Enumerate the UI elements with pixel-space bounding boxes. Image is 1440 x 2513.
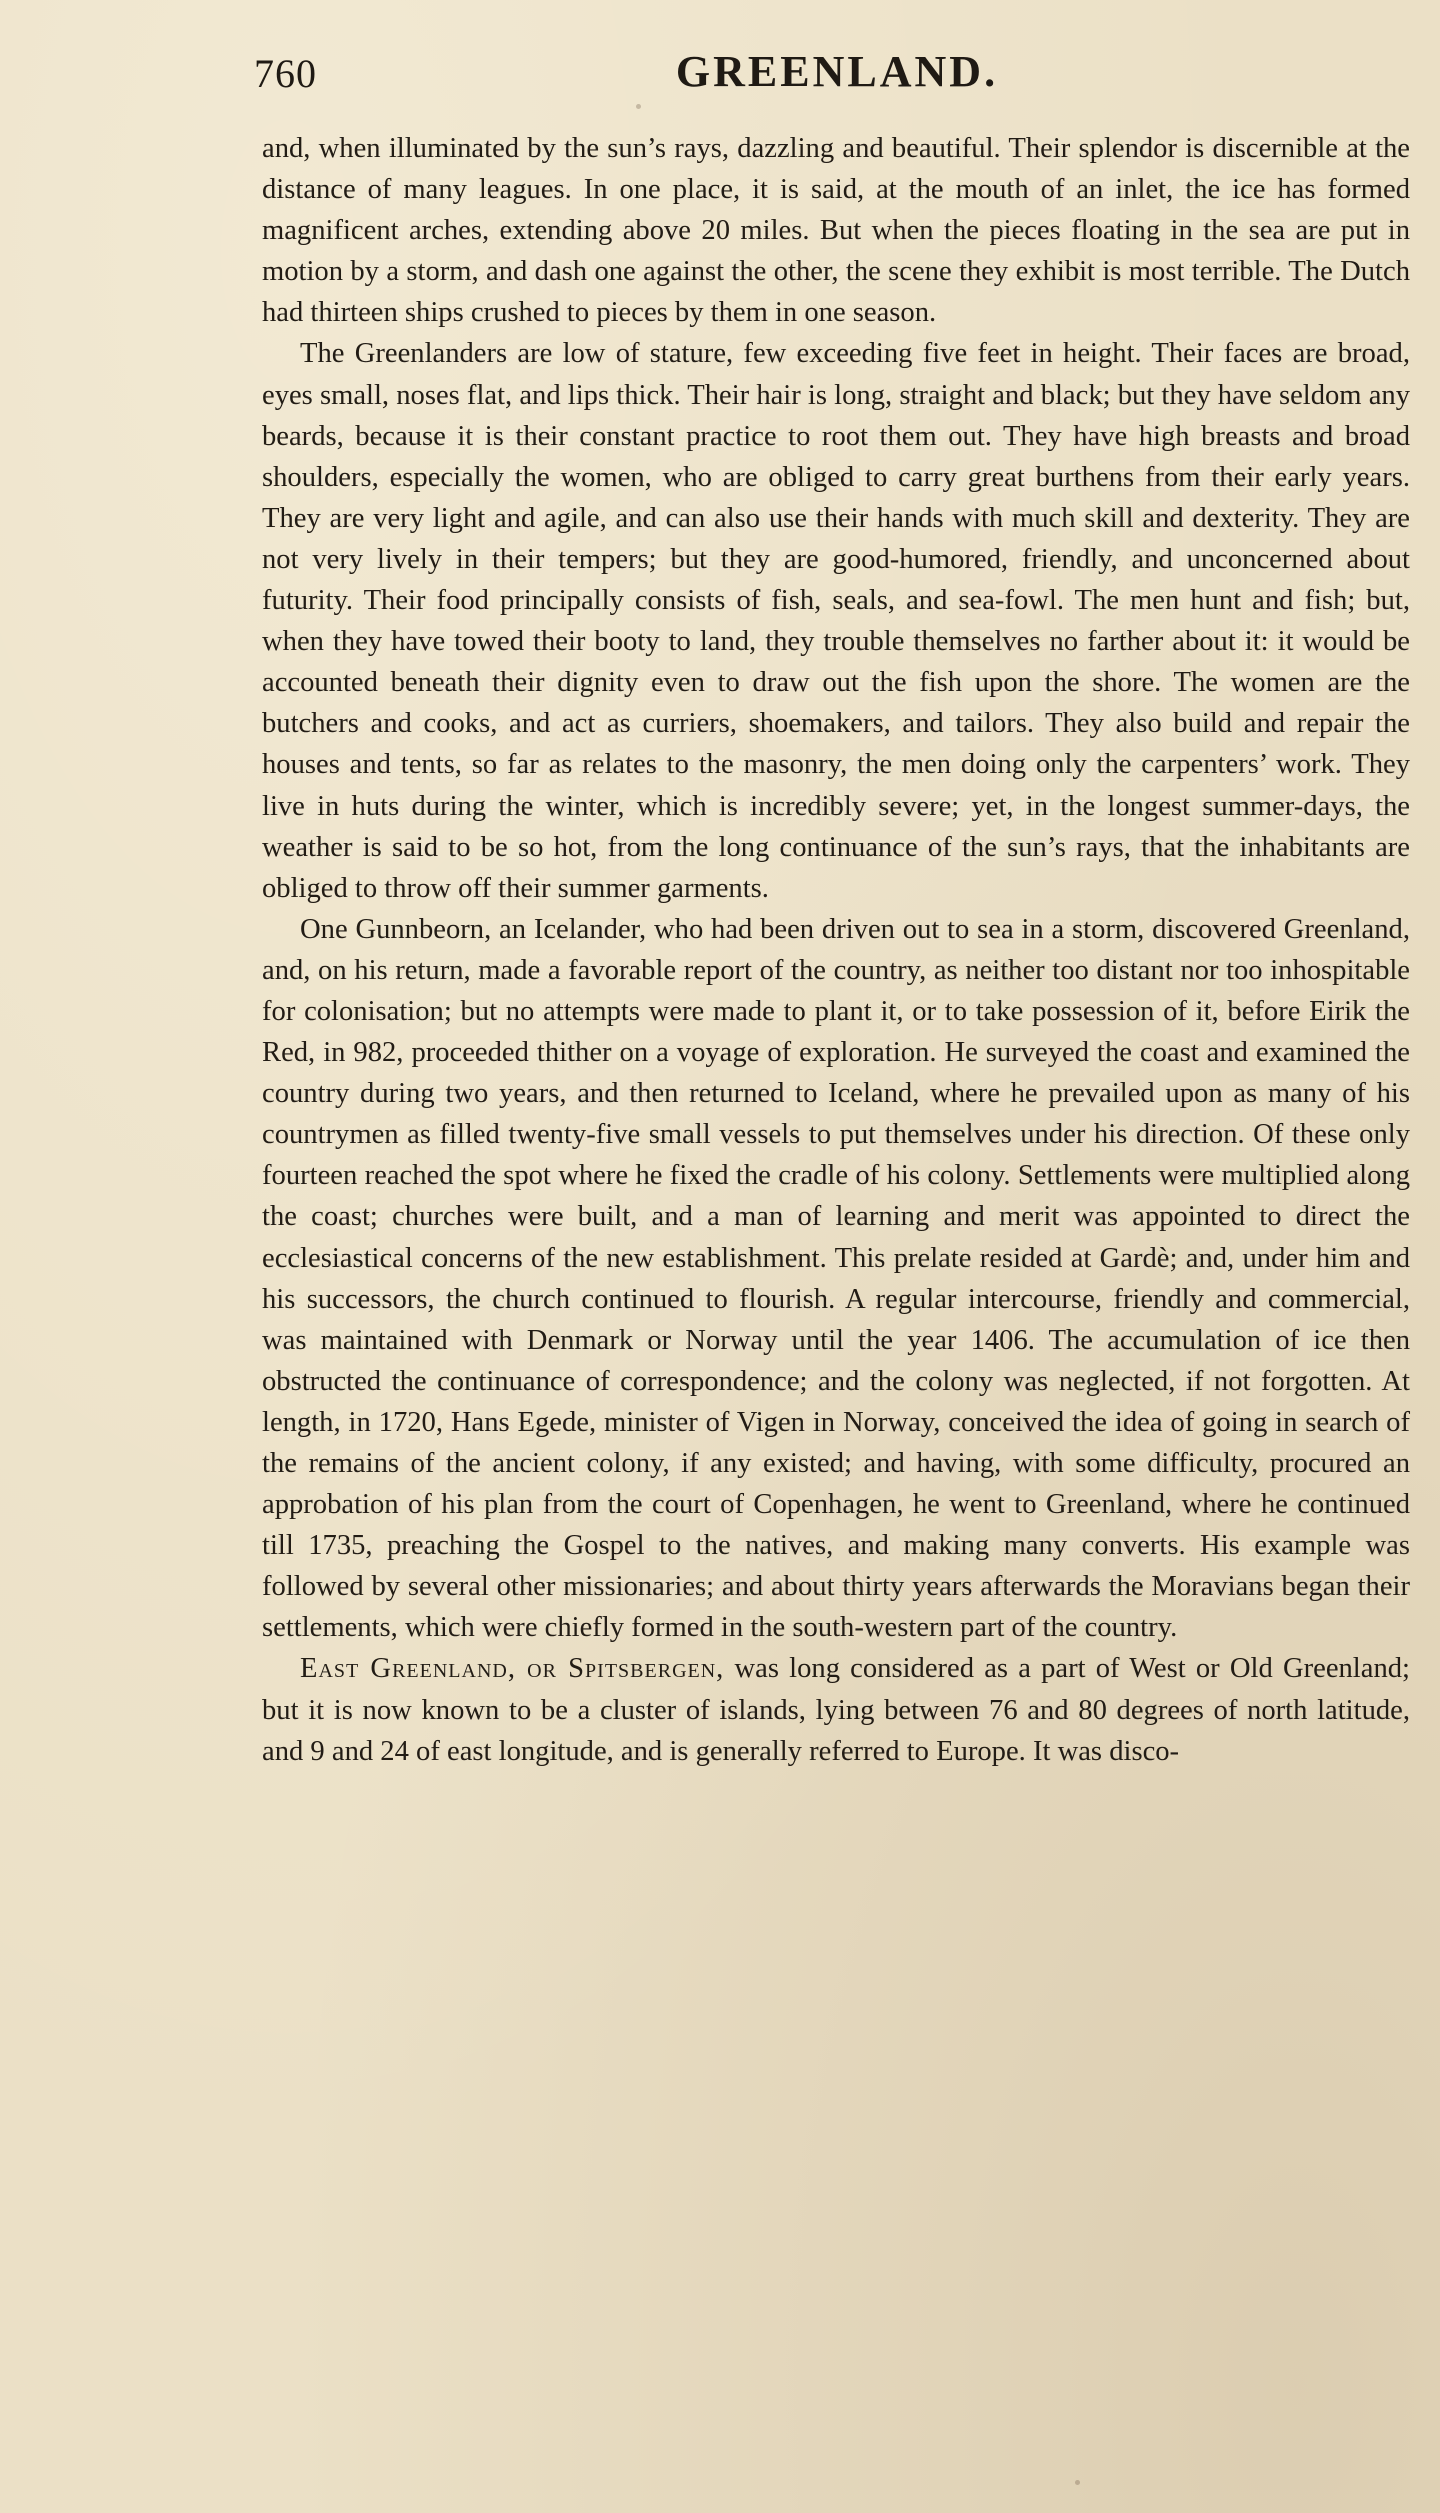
page-number: 760 <box>254 51 317 96</box>
running-header <box>254 42 1380 112</box>
paragraph-east-greenland-text: was long considered as a part of West or Old Greenland; but it is now known to be a cluster of islands, lying between 76 and 80 degrees of north latitude, and 9 and 24 of east longitude, and is generally referred to Europe. It was disco- <box>262 1653 1410 1767</box>
running-title: GREENLAND. <box>675 47 999 96</box>
paragraph-east-greenland <box>262 1648 1410 1771</box>
paragraph-ice-arches: and, when illuminated by the sun’s rays, dazzling and beautiful. Their splendor is discernible at the distance of many leagues. In one place, it is said, at the mouth of an inlet, the ice has formed magnificent arches, extending above 20 miles. But when the pieces floating in the sea are put in motion by a storm, and dash one against the other, the scene they exhibit is most terrible. The Dutch had thirteen ships crushed to pieces by them in one season. <box>262 133 1410 329</box>
paper-speck <box>1075 2480 1080 2485</box>
paragraph-greenlanders: The Greenlanders are low of stature, few exceeding five feet in height. Their faces are broad, eyes small, noses flat, and lips thick. Their hair is long, straight and black; but they have seldom any beards, because it is their constant practice to root them out. They have high breasts and broad shoulders, especially the women, who are obliged to carry great burthens from their early years. They are very light and agile, and can also use their hands with much skill and dexterity. They are not very lively in their tempers; but they are good-humored, friendly, and unconcerned about futurity. Their food principally consists of fish, seals, and sea-fowl. The men hunt and fish; but, when they have towed their booty to land, they trouble themselves no farther about it: it would be accounted beneath their dignity even to draw out the fish upon the shore. The women are the butchers and cooks, and act as curriers, shoemakers, and tailors. They also build and repair the houses and tents, so far as relates to the masonry, the men doing only the carpenters’ work. They live in huts during the winter, which is incredibly severe; yet, in the longest summer-days, the weather is said to be so hot, from the long continuance of the sun’s rays, that the inhabitants are obliged to throw off their summer garments. <box>262 338 1410 904</box>
paragraph-history: One Gunnbeorn, an Icelander, who had been driven out to sea in a storm, discovered Greenland, and, on his return, made a favorable report of the country, as neither too distant nor too inhospitable for colonisation; but no attempts were made to plant it, or to take possession of it, before Eirik the Red, in 982, proceeded thither on a voyage of exploration. He surveyed the coast and examined the country during two years, and then returned to Iceland, where he prevailed upon as many of his countrymen as filled twenty-five small vessels to put themselves under his direction. Of these only fourteen reached the spot where he fixed the cradle of his colony. Settlements were multiplied along the coast; churches were built, and a man of learning and merit was appointed to direct the ecclesiastical concerns of the new establishment. This prelate resided at Gardè; and, under him and his successors, the church continued to flourish. A regular intercourse, friendly and commercial, was maintained with Denmark or Norway until the year 1406. The accumulation of ice then obstructed the continuance of correspondence; and the colony was neglected, if not forgotten. At length, in 1720, Hans Egede, minister of Vigen in Norway, conceived the idea of going in search of the remains of the ancient colony, if any existed; and having, with some difficulty, procured an approbation of his plan from the court of Copenhagen, he went to Greenland, where he continued till 1735, preaching the Gospel to the natives, and making many converts. His example was followed by several other missionaries; and about thirty years afterwards the Moravians began their settlements, which were chiefly formed in the south-western part of the country. <box>262 913 1410 1644</box>
paper-speck <box>636 104 641 109</box>
section-lead-in: East Greenland, or Spitsbergen, <box>300 1653 725 1685</box>
body-text <box>262 128 1410 1772</box>
